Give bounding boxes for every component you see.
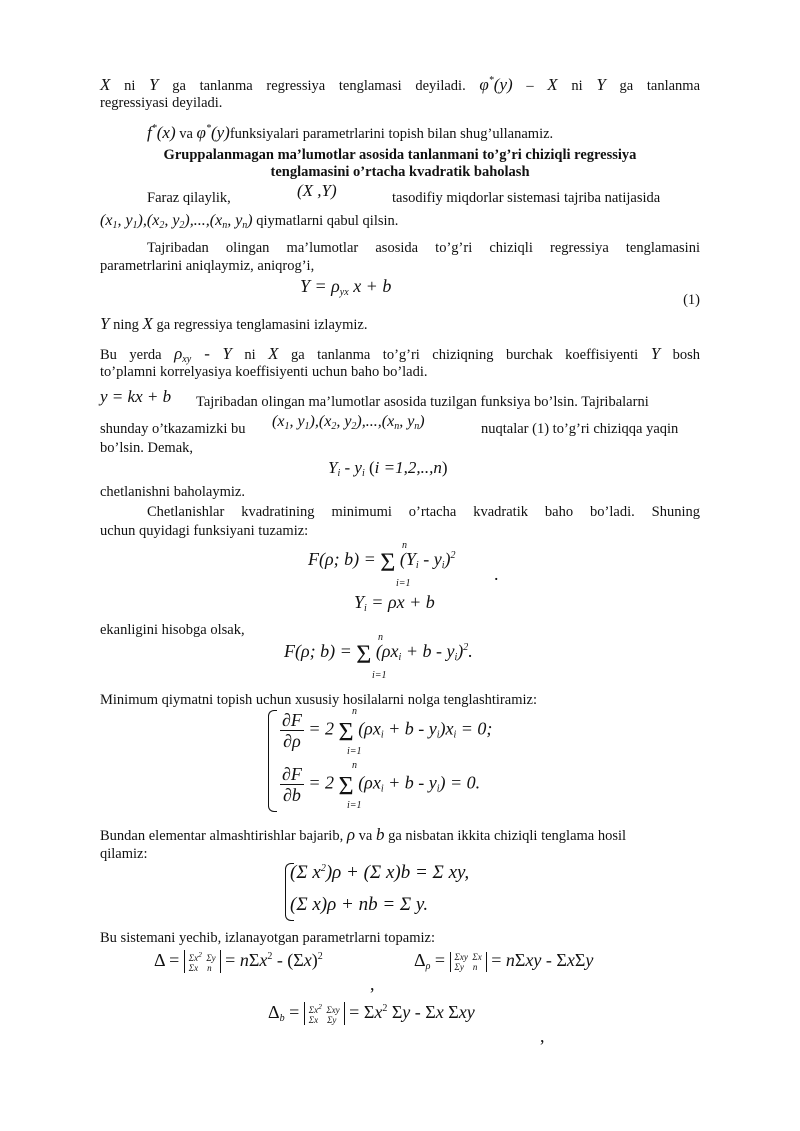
math-points: ($x_1$, $y_1),(x_2$, $y_2),...,(x_n$, $y_n$) — [100, 212, 253, 231]
text: Faraz qilaylik, — [147, 190, 231, 206]
text: ga tanlanma regressiya tenglamasi deyiladi. — [172, 78, 466, 94]
math-var: X — [547, 75, 558, 94]
text: tasodifiy miqdorlar sistemasi tajriba natijasida — [392, 190, 661, 206]
math-f: f*(x) — [147, 123, 176, 142]
text: va — [179, 126, 193, 142]
math-var: X — [100, 75, 111, 94]
paragraph-line: Chetlanishlar kvadratining minimumi o’rtacha kvadratik baho bo’ladi. Shuning — [147, 504, 700, 520]
math-rho: $\rho_{xy}$ - — [174, 344, 210, 365]
text: shunday o’tkazamizki bu — [100, 421, 246, 437]
text: ga tanlanma to’g’ri chiziqning burchak koeffisiyenti — [291, 347, 639, 363]
equation-delta-b: $\Delta_b = \Sigma x^2$ Σxy Σx $\Sigma y = \Sigma x^2$ Σy - Σx Σxy — [268, 1002, 475, 1026]
math-var: Y — [149, 75, 159, 94]
math-var: Y — [100, 314, 110, 333]
paragraph-line — [147, 181, 700, 207]
text: ga nisbatan ikkita chiziqli tenglama hosil — [388, 828, 627, 844]
equation-F-sum: F(ρ; b) = Σ $(Y_i - y_i)^2$ n i=1 — [308, 540, 456, 589]
paragraph-line: uchun quyidagi funksiyani tuzamiz: — [100, 523, 309, 539]
text: ni — [124, 78, 136, 94]
paragraph-line: Bu sistemani yechib, izlanayotgan parametrlarni topamiz: — [100, 930, 436, 946]
paragraph-line — [100, 826, 700, 845]
paragraph-line — [100, 72, 700, 95]
equation-F-expanded: F(ρ; b) = Σ $(\rho x_i + b - y_i)^2$. n i=1 — [284, 632, 473, 681]
paragraph-line: regressiyasi deyiladi. — [100, 95, 223, 111]
math-rho: ρ — [346, 825, 355, 844]
math-var: X — [142, 314, 153, 333]
text: Bu yerda — [100, 347, 162, 363]
equation-delta: $\Delta = \Sigma x^2$ Σy Σx $n = n\Sigma x^2 - (\Sigma x)^2$ — [154, 950, 323, 974]
paragraph-line: chetlanishni baholaymiz. — [100, 484, 245, 500]
math-points: ($x_1$, $y_1),(x_2$, $y_2),...,(x_n$, $y_n$) — [272, 413, 425, 432]
math-var: X — [268, 344, 279, 363]
text: Bundan elementar almashtirishlar bajarib, — [100, 828, 344, 844]
paragraph-line — [100, 212, 700, 234]
math-linear: y = kx + b — [100, 387, 172, 406]
math-phi: φ*(y) — [196, 123, 230, 142]
punctuation: . — [494, 564, 499, 584]
paragraph-line: Minimum qiymatni topish uchun xususiy hosilalarni nolga tenglashtiramiz: — [100, 692, 537, 708]
math-var: Y — [222, 344, 232, 363]
equation-Yi: $Y_i = \rho x + b$ — [354, 592, 435, 614]
text: ga tanlanma — [619, 78, 701, 94]
math-var: Y — [596, 75, 606, 94]
punctuation: , — [540, 1026, 545, 1046]
text: funksiyalari parametrlarini topish bilan shug’ullanamiz. — [229, 126, 554, 142]
math-phi: φ*(y) — [479, 75, 513, 94]
equation-regression: $Y = \rho_{yx}$ x + b — [300, 276, 392, 298]
equation-delta-rho: $\Delta_\rho = \Sigma xy$ Σx Σy n = nΣxy - ΣxΣy — [414, 950, 594, 972]
paragraph-line: to’plamni korrelyasiya koeffisiyenti uchun baho bo’ladi. — [100, 364, 428, 380]
text: – — [526, 78, 534, 94]
equation-normal-1: (Σ $x^2)\rho + (\Sigma$ x)b = Σ xy, — [290, 862, 470, 883]
text: qiymatlarni qabul qilsin. — [256, 213, 399, 229]
paragraph-line — [100, 387, 700, 410]
equation-dF-drho: $\frac{\partial F}{\partial\rho}$ = 2 Σ $(\rho x_i + b - y_i)x_i = 0$; n i=1 — [282, 706, 493, 757]
text: Tajribadan olingan ma’lumotlar asosida tuzilgan funksiya bo’lsin. Tajribalarni — [196, 394, 649, 410]
equation-dF-db: $\frac{\partial F}{\partial b}$ = 2 Σ $(\rho x_i + b - y_i) = 0$. n i=1 — [282, 760, 481, 811]
section-heading: tenglamasini o’rtacha kvadratik baholash — [270, 164, 530, 180]
math-var: Y — [650, 344, 661, 363]
paragraph-line: bo’lsin. Demak, — [100, 440, 194, 456]
text: va — [358, 828, 373, 844]
text: ni — [571, 78, 583, 94]
paragraph-line: ekanligini hisobga olsak, — [100, 622, 245, 638]
paragraph-line — [147, 120, 700, 143]
section-heading: Gruppalanmagan ma’lumotlar asosida tanlanmani to’g’ri chiziqli regressiya — [163, 147, 637, 163]
math-xy: (X ,Y) — [297, 181, 337, 200]
text: nuqtalar (1) to’g’ri chiziqqa yaqin — [481, 421, 679, 437]
paragraph-line — [100, 413, 700, 438]
equation-normal-2: (Σ x)ρ + nb = Σ y. — [290, 894, 429, 915]
equation-number: (1) — [683, 292, 700, 308]
text: ning — [113, 317, 139, 333]
paragraph-line: parametrlarini aniqlaymiz, aniqrog’i, — [100, 258, 315, 274]
paragraph-line: qilamiz: — [100, 846, 148, 862]
paragraph-line: Tajribadan olingan ma’lumotlar asosida to’g’ri chiziqli regressiya tenglamasini — [147, 240, 700, 256]
paragraph-line — [100, 315, 700, 334]
text: bosh — [672, 347, 701, 363]
text: ni — [244, 347, 256, 363]
text: ga regressiya tenglamasini izlaymiz. — [156, 317, 368, 333]
punctuation: , — [370, 974, 375, 994]
math-var: b — [375, 825, 385, 844]
system-brace — [268, 710, 277, 812]
equation-deviation: $Y_i - y_i$ (i =1,2,..,n) — [328, 458, 448, 479]
